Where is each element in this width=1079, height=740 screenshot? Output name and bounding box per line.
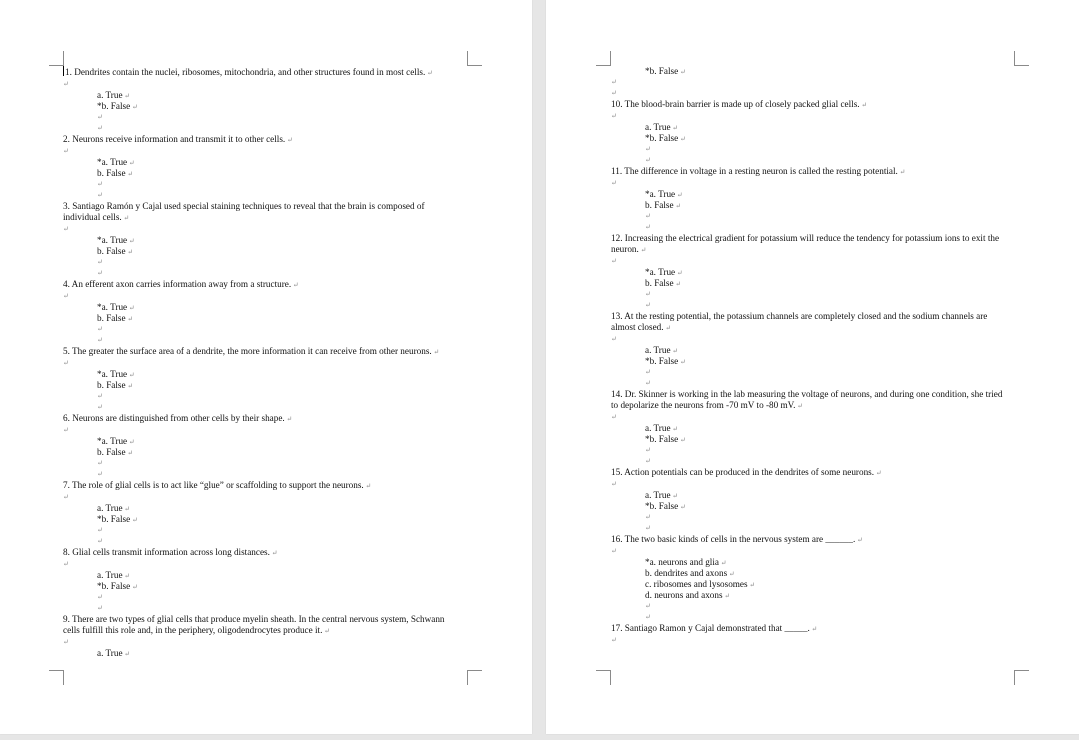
answer-option — [97, 168, 463, 179]
answer-option-text: *a. True ↵ — [645, 267, 683, 277]
question-item — [63, 279, 463, 346]
answer-option — [645, 557, 1011, 568]
answer-option-text: a. True ↵ — [97, 648, 130, 658]
paragraph-mark: ↵ — [97, 593, 103, 601]
answer-option — [645, 590, 1011, 601]
paragraph-mark: ↵ — [97, 392, 103, 400]
paragraph-mark: ↵ — [611, 413, 617, 421]
crop-mark-top-left — [596, 51, 611, 66]
page-1-text-area[interactable] — [63, 66, 463, 659]
text-cursor — [63, 66, 64, 76]
question-text-span: 11. The difference in voltage in a resting neuron is called the resting potential. ↵ — [611, 166, 905, 176]
answer-option — [97, 503, 463, 514]
answer-option-text: *a. True ↵ — [97, 369, 135, 379]
question-text — [63, 134, 463, 146]
answer-options — [97, 157, 463, 201]
answer-option-text: *a. True ↵ — [97, 302, 135, 312]
paragraph-mark: ↵ — [97, 325, 103, 333]
question-text-span: 5. The greater the surface area of a dendrite, the more information it can receive from other neurons. ↵ — [63, 346, 439, 356]
question-list — [611, 99, 1011, 646]
answer-option-text: *b. False ↵ — [645, 133, 686, 143]
question-text — [63, 201, 463, 224]
crop-mark-bottom-left — [596, 670, 611, 685]
paragraph-mark: ↵ — [63, 638, 69, 646]
answer-option-text: b. False ↵ — [645, 200, 681, 210]
question-text-span: 17. Santiago Ramon y Cajal demonstrated that _____. ↵ — [611, 623, 817, 633]
answer-option — [645, 423, 1011, 434]
answer-option-text: b. False ↵ — [97, 246, 133, 256]
document-page-2 — [546, 0, 1079, 734]
answer-option-text: a. True ↵ — [645, 490, 678, 500]
question-item — [611, 389, 1011, 467]
question-text — [611, 233, 1011, 256]
answer-options — [97, 436, 463, 480]
question-text-span: 14. Dr. Skinner is working in the lab measuring the voltage of neurons, and during one condition, she tried to depolarize the neurons from -70 mV to -80 mV. ↵ — [611, 389, 1002, 410]
crop-mark-bottom-right — [1014, 670, 1029, 685]
crop-mark-top-right — [467, 51, 482, 66]
question-text-span: 10. The blood-brain barrier is made up of closely packed glial cells. ↵ — [611, 99, 867, 109]
paragraph-mark: ↵ — [611, 78, 617, 86]
question-item — [611, 623, 1011, 646]
paragraph-mark: ↵ — [63, 493, 69, 501]
answer-option-text: a. True ↵ — [97, 90, 130, 100]
answer-option-text: a. True ↵ — [645, 345, 678, 355]
question-item — [611, 233, 1011, 311]
question-text-span: 8. Glial cells transmit information across long distances. ↵ — [63, 547, 278, 557]
answer-option — [645, 66, 1011, 77]
paragraph-mark: ↵ — [97, 258, 103, 266]
paragraph-mark: ↵ — [63, 426, 69, 434]
paragraph-mark: ↵ — [645, 613, 651, 621]
answer-option-text: *a. True ↵ — [97, 157, 135, 167]
paragraph-mark: ↵ — [97, 113, 103, 121]
question-item — [63, 614, 463, 659]
answer-options — [645, 122, 1011, 166]
paragraph-mark: ↵ — [611, 480, 617, 488]
paragraph-mark: ↵ — [97, 526, 103, 534]
answer-option-text: a. True ↵ — [97, 503, 130, 513]
answer-option — [97, 380, 463, 391]
paragraph-mark: ↵ — [97, 124, 103, 132]
paragraph-mark: ↵ — [611, 335, 617, 343]
paragraph-mark: ↵ — [611, 547, 617, 555]
question-item — [63, 201, 463, 279]
answer-options — [645, 345, 1011, 389]
question-text — [63, 346, 463, 358]
answer-option — [645, 200, 1011, 211]
paragraph-mark: ↵ — [63, 225, 69, 233]
answer-option-text: *b. False ↵ — [645, 356, 686, 366]
answer-option — [645, 133, 1011, 144]
paragraph-mark: ↵ — [645, 212, 651, 220]
question-item — [63, 66, 463, 134]
answer-options — [97, 570, 463, 614]
question-text — [611, 311, 1011, 334]
question-text-span: 6. Neurons are distinguished from other cells by their shape. ↵ — [63, 413, 292, 423]
answer-option-text: a. True ↵ — [97, 570, 130, 580]
answer-option-text: *a. True ↵ — [645, 189, 683, 199]
question-item — [611, 311, 1011, 389]
paragraph-mark: ↵ — [97, 403, 103, 411]
answer-option — [97, 302, 463, 313]
answer-option-text: b. False ↵ — [97, 380, 133, 390]
paragraph-mark: ↵ — [63, 359, 69, 367]
question-text — [63, 279, 463, 291]
answer-option — [97, 369, 463, 380]
paragraph-mark: ↵ — [611, 112, 617, 120]
paragraph-mark: ↵ — [611, 179, 617, 187]
answer-options — [97, 503, 463, 547]
answer-option-text: *b. False ↵ — [97, 581, 138, 591]
question-text — [63, 480, 463, 492]
paragraph-mark: ↵ — [97, 269, 103, 277]
paragraph-mark: ↵ — [63, 560, 69, 568]
question-text — [63, 413, 463, 425]
paragraph-mark: ↵ — [645, 513, 651, 521]
answer-option — [97, 570, 463, 581]
paragraph-mark: ↵ — [97, 470, 103, 478]
paragraph-mark: ↵ — [645, 145, 651, 153]
crop-mark-bottom-right — [467, 670, 482, 685]
answer-option-text: *a. True ↵ — [97, 436, 135, 446]
answer-option — [645, 434, 1011, 445]
answer-option-text: *b. False ↵ — [645, 501, 686, 511]
question-text — [611, 467, 1011, 479]
answer-option — [97, 436, 463, 447]
question-item — [611, 166, 1011, 233]
question-text-span: 2. Neurons receive information and transmit it to other cells. ↵ — [63, 134, 293, 144]
question-text-span: 9. There are two types of glial cells that produce myelin sheath. In the central nervous system, Schwann cells fulfill this role and, in the periphery, oligodendrocytes produce it. ↵ — [63, 614, 445, 635]
crop-mark-top-left — [49, 51, 64, 66]
question-text — [611, 166, 1011, 178]
question-text-span: 7. The role of glial cells is to act like “glue” or scaffolding to support the neurons. ↵ — [63, 480, 371, 490]
question-text-span: 3. Santiago Ramón y Cajal used special staining techniques to reveal that the brain is composed of individual cells. ↵ — [63, 201, 425, 222]
answer-option-text: *b. False ↵ — [645, 66, 686, 76]
answer-option — [97, 157, 463, 168]
answer-option-text: *b. False ↵ — [97, 101, 138, 111]
answer-option — [645, 122, 1011, 133]
answer-option — [645, 501, 1011, 512]
question-text-span: 15. Action potentials can be produced in the dendrites of some neurons. ↵ — [611, 467, 882, 477]
question-text — [611, 623, 1011, 635]
question-item — [63, 413, 463, 480]
answer-option — [645, 579, 1011, 590]
paragraph-mark: ↵ — [645, 368, 651, 376]
question-item — [63, 134, 463, 201]
answer-option — [645, 568, 1011, 579]
paragraph-mark: ↵ — [97, 336, 103, 344]
answer-option-text: a. True ↵ — [645, 122, 678, 132]
answer-options — [645, 557, 1011, 623]
answer-option — [645, 356, 1011, 367]
paragraph-mark: ↵ — [645, 524, 651, 532]
question-text — [63, 547, 463, 559]
answer-options — [97, 235, 463, 279]
answer-option — [97, 514, 463, 525]
document-page-1 — [0, 0, 532, 734]
question-text-span: 13. At the resting potential, the potassium channels are completely closed and the sodium channels are almost closed. ↵ — [611, 311, 987, 332]
paragraph-mark: ↵ — [63, 292, 69, 300]
answer-option-text: a. True ↵ — [645, 423, 678, 433]
question-text — [611, 389, 1011, 412]
paragraph-mark: ↵ — [97, 537, 103, 545]
answer-option — [645, 345, 1011, 356]
answer-option-text: b. False ↵ — [97, 447, 133, 457]
answer-option — [645, 490, 1011, 501]
answer-option-text: c. ribosomes and lysosomes ↵ — [645, 579, 755, 589]
paragraph-mark: ↵ — [645, 446, 651, 454]
answer-option-text: *b. False ↵ — [645, 434, 686, 444]
answer-option — [97, 90, 463, 101]
question-text — [63, 66, 463, 79]
answer-option — [97, 246, 463, 257]
paragraph-mark: ↵ — [611, 257, 617, 265]
answer-option — [645, 189, 1011, 200]
question-item — [611, 534, 1011, 623]
question-text-span: 1. Dendrites contain the nuclei, ribosomes, mitochondria, and other structures found in most cells. ↵ — [65, 67, 433, 77]
paragraph-mark: ↵ — [645, 457, 651, 465]
question-item — [63, 346, 463, 413]
paragraph-mark: ↵ — [611, 636, 617, 644]
answer-option-text: *b. False ↵ — [97, 514, 138, 524]
answer-options — [645, 423, 1011, 467]
answer-option-text: b. False ↵ — [97, 313, 133, 323]
answer-option — [97, 235, 463, 246]
paragraph-mark: ↵ — [97, 459, 103, 467]
question-item — [63, 547, 463, 614]
paragraph-mark: ↵ — [645, 290, 651, 298]
question-text-span: 16. The two basic kinds of cells in the nervous system are ______. ↵ — [611, 534, 863, 544]
crop-mark-top-right — [1014, 51, 1029, 66]
answer-options — [97, 302, 463, 346]
question-text-span: 12. Increasing the electrical gradient for potassium will reduce the tendency for potassium ions to exit the neuron. ↵ — [611, 233, 999, 254]
paragraph-mark: ↵ — [63, 80, 69, 88]
answer-option-text: b. False ↵ — [97, 168, 133, 178]
answer-option — [97, 447, 463, 458]
question-text — [611, 534, 1011, 546]
crop-mark-bottom-left — [49, 670, 64, 685]
paragraph-mark: ↵ — [97, 180, 103, 188]
paragraph-mark: ↵ — [97, 191, 103, 199]
question-text-span: 4. An efferent axon carries information away from a structure. ↵ — [63, 279, 299, 289]
answer-option-text: b. False ↵ — [645, 278, 681, 288]
paragraph-mark: ↵ — [97, 604, 103, 612]
question-item — [63, 480, 463, 547]
question-text — [63, 614, 463, 637]
answer-options — [645, 189, 1011, 233]
answer-option — [97, 581, 463, 592]
answer-option-text: *a. neurons and glia ↵ — [645, 557, 727, 567]
paragraph-mark: ↵ — [645, 223, 651, 231]
answer-option-text: b. dendrites and axons ↵ — [645, 568, 735, 578]
page-2-text-area[interactable] — [611, 66, 1011, 646]
question-item — [611, 467, 1011, 534]
paragraph-mark: ↵ — [645, 156, 651, 164]
answer-option — [645, 267, 1011, 278]
answer-options — [97, 648, 463, 659]
answer-options — [645, 490, 1011, 534]
answer-option — [97, 313, 463, 324]
answer-option-text: *a. True ↵ — [97, 235, 135, 245]
answer-option-text: d. neurons and axons ↵ — [645, 590, 730, 600]
answer-option — [645, 278, 1011, 289]
question-item — [611, 99, 1011, 166]
answer-options — [97, 90, 463, 134]
paragraph-mark: ↵ — [645, 602, 651, 610]
carry-over-options — [645, 66, 1011, 77]
paragraph-mark: ↵ — [611, 89, 617, 97]
answer-option — [97, 648, 463, 659]
paragraph-mark: ↵ — [63, 147, 69, 155]
paragraph-mark: ↵ — [645, 301, 651, 309]
answer-option — [97, 101, 463, 112]
answer-options — [645, 267, 1011, 311]
answer-options — [97, 369, 463, 413]
paragraph-mark: ↵ — [645, 379, 651, 387]
question-text — [611, 99, 1011, 111]
